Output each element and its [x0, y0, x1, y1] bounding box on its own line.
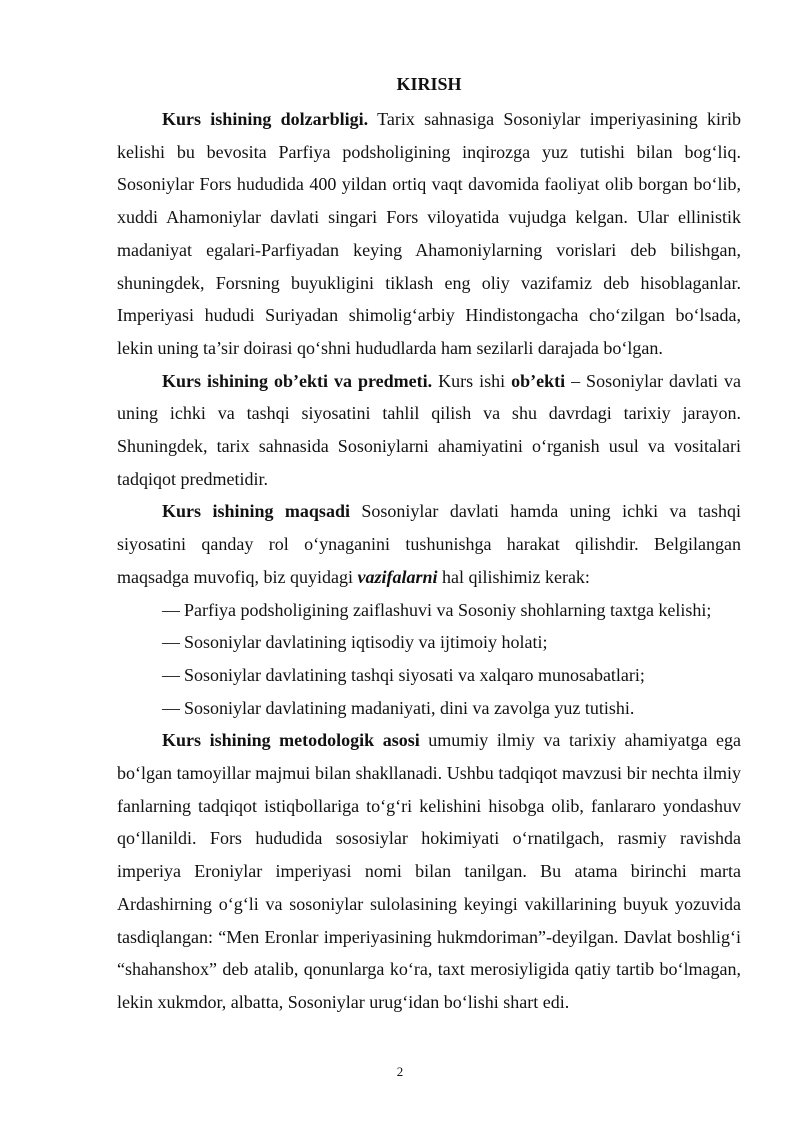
term-tasks: vazifalarni: [357, 566, 438, 587]
term-object: ob’ekti: [511, 370, 566, 391]
paragraph-text: Sosoniylar davlati hamda uning ichki va tashqi siyosatini qanday rol o‘ynaganini tushunishga harakat qilishdir. Belgilangan maqsadga muvofiq, biz quyidagi: [117, 501, 741, 587]
paragraph-heading: Kurs ishining dolzarbligi.: [162, 109, 369, 129]
list-item-text: Parfiya podsholigining zaiflashuvi va Sosoniy shohlarning taxtga kelishi;: [184, 599, 712, 620]
list-item-text: Sosoniylar davlatining madaniyati, dini va zavolga yuz tutishi.: [184, 697, 635, 718]
paragraph-object-subject: [117, 365, 741, 496]
paragraph-relevance: [117, 103, 741, 365]
paragraph-text: Kurs ishi: [432, 370, 512, 391]
dash-bullet-icon: —: [162, 664, 180, 685]
paragraph-heading: Kurs ishining maqsadi: [162, 501, 350, 522]
list-item: [117, 626, 741, 659]
document-page: [117, 73, 741, 1019]
list-item: [117, 594, 741, 627]
dash-bullet-icon: —: [162, 632, 180, 653]
paragraph-text: Tarix sahnasiga Sosoniylar imperiyasining kirib kelishi bu bevosita Parfiya podsholigining inqirozga yuz tutishi bilan bog‘liq. Sosoniylar Fors hududida 400 yildan ortiq vaqt davomida faoliyat olib borgan bo‘lib, xuddi Ahamoniylar davlati singari Fors viloyatida vujudga kelgan. Ular ellinistik madaniyat egalari-Parfiyadan keying Ahamoniylarning vorislari deb bilishgan, shuningdek, Forsning buyukligini tiklash eng oliy vazifamiz deb hisoblaganlar. Imperiyasi hududi Suriyadan shimolig‘arbiy Hindistongacha cho‘zilgan bo‘lsada, lekin uning ta’sir doirasi qo‘shni hududlarda ham sezilarli darajada bo‘lgan.: [117, 109, 741, 358]
list-item: [117, 692, 741, 725]
page-number: 2: [396, 1064, 404, 1079]
list-item: [117, 659, 741, 692]
dash-bullet-icon: —: [162, 697, 180, 718]
paragraph-heading: Kurs ishining metodologik asosi: [162, 730, 420, 751]
paragraph-goal: [117, 495, 741, 593]
paragraph-text: umumiy ilmiy va tarixiy ahamiyatga ega bo‘lgan tamoyillar majmui bilan shakllanadi. Ushbu tadqiqot mavzusi bir nechta ilmiy fanlarning tadqiqot istiqbollariga to‘g‘ri kelishini hisobga olib, fanlararo yondashuv qo‘llanildi. Fors hududida sososiylar hokimiyati o‘rnatilgach, rasmiy ravishda imperiya Eroniylar imperiyasi nomi bilan tanilgan. Bu atama birinchi marta Ardashirning o‘g‘li va sosoniylar sulolasining keyingi vakillarining buyuk yozuvida tasdiqlangan: “Men Eronlar imperiyasining hukmdoriman”-deyilgan. Davlat boshlig‘i “shahanshox” deb atalib, qonunlarga ko‘ra, taxt merosiyligida qatiy tartib bo‘lmagan, lekin xukmdor, albatta, Sosoniylar urug‘idan bo‘lishi shart edi.: [117, 730, 741, 1012]
paragraph-heading: Kurs ishining ob’ekti va predmeti.: [162, 370, 433, 391]
paragraph-methodology: [117, 724, 741, 1018]
page-title: KIRISH: [396, 74, 462, 94]
list-item-text: Sosoniylar davlatining tashqi siyosati va xalqaro munosabatlari;: [184, 664, 645, 685]
paragraph-text: – Sosoniylar davlati va uning ichki va tashqi siyosatini tahlil qilish va shu davrdagi tarixiy jarayon. Shuningdek, tarix sahnasida Sosoniylarni ahamiyatini o‘rganish usul va vositalari tadqiqot predmetidir.: [117, 370, 741, 489]
paragraph-text: hal qilishimiz kerak:: [437, 566, 590, 587]
list-item-text: Sosoniylar davlatining iqtisodiy va ijtimoiy holati;: [184, 632, 548, 653]
task-list: [117, 594, 741, 725]
dash-bullet-icon: —: [162, 599, 180, 620]
